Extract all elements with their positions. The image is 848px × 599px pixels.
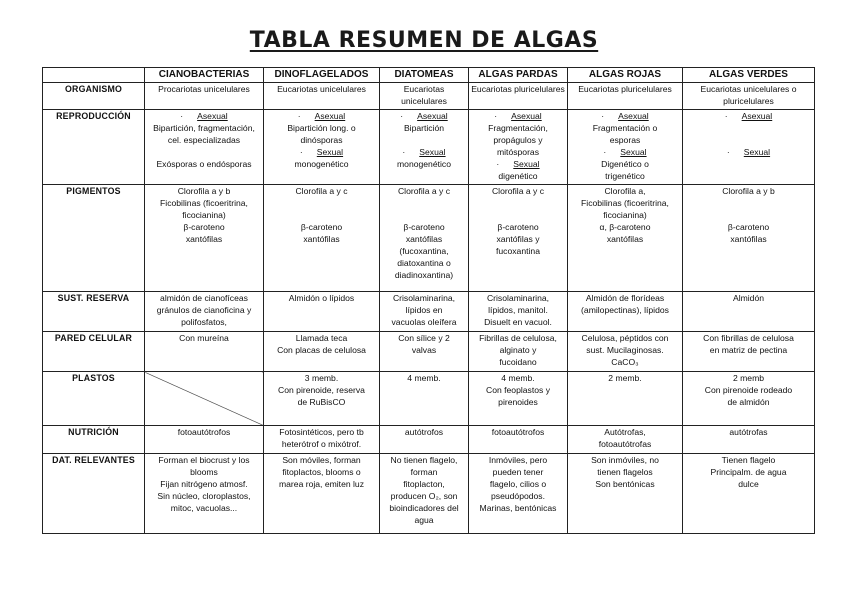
text-line: fucoidano <box>499 357 537 368</box>
text-line: β-caroteno <box>183 222 225 233</box>
text-line: Bipartición, fragmentación, <box>153 123 255 134</box>
text-line: Tienen flagelo <box>721 455 776 465</box>
row-organismo <box>43 83 815 110</box>
text-line: Clorofila a y c <box>397 186 451 196</box>
text-line: vacuolas oleífera <box>391 317 457 328</box>
cell-organismo-diato: Eucariotas unicelulares <box>380 83 469 110</box>
text-line: CaCO₃ <box>611 357 639 368</box>
text-line: esporas <box>609 135 641 146</box>
text-line: dinósporas <box>300 135 343 146</box>
row-plastos <box>43 372 815 426</box>
corner-header <box>43 68 145 83</box>
text-line: Fijan nitrógeno atmosf. <box>160 479 248 490</box>
text-line: dulce <box>738 479 759 490</box>
text-line: (amilopectinas), lípidos <box>581 305 669 316</box>
col-header-dinoflagelados: DINOFLAGELADOS <box>264 68 380 83</box>
col-header-algas-pardas: ALGAS PARDAS <box>469 68 568 83</box>
cell-plastos-pardas <box>469 372 568 426</box>
text-line: Marinas, bentónicas <box>479 503 557 514</box>
text-line: diatoxantina o <box>397 258 451 269</box>
text-line: Con fibrillas de celulosa <box>703 333 794 343</box>
text-line: Almidón de florídeas <box>585 293 665 303</box>
cell-nutricion-diato <box>380 426 469 454</box>
text-line: forman <box>410 467 438 478</box>
text-line: Clorofila a, <box>604 186 646 196</box>
text-line: 4 memb. <box>407 373 441 383</box>
cell-reproduccion-verdes <box>683 110 815 185</box>
asexual-label: Asexual <box>417 111 448 121</box>
row-pared <box>43 332 815 372</box>
text-line: 3 memb. <box>304 373 339 383</box>
text-line: mitósporas <box>496 147 540 158</box>
text-line: lípidos en <box>405 305 443 316</box>
text-line: 4 memb. <box>501 373 535 383</box>
cell-plastos-ciano-empty <box>145 372 264 426</box>
text-line: Sin núcleo, cloroplastos, <box>157 491 251 502</box>
text-line: xantófilas <box>185 234 223 245</box>
text-line: Con pirenoide, reserva <box>278 385 365 396</box>
text-line: xantófilas y <box>496 234 540 245</box>
row-label-plastos: PLASTOS <box>43 372 145 426</box>
text-line: alginato y <box>499 345 537 356</box>
text-line: Almidón <box>732 293 765 303</box>
text-line: Con placas de celulosa <box>277 345 366 356</box>
page-title: TABLA RESUMEN DE ALGAS <box>249 28 599 53</box>
text-line: ficocianina) <box>603 210 647 221</box>
text-line: (fucoxantina, <box>399 246 449 257</box>
cell-pared-pardas <box>469 332 568 372</box>
text-line: fotoautótrofos <box>177 427 231 437</box>
asexual-label: Asexual <box>741 111 773 121</box>
text-line: fitoplacton, <box>403 479 445 490</box>
text-line: Llamada teca <box>295 333 348 343</box>
cell-relevantes-rojas <box>568 454 683 534</box>
text-line: Fragmentación o <box>592 123 658 134</box>
text-line: No tienen flagelo, <box>390 455 458 465</box>
text-line: Digenético o <box>601 159 649 170</box>
cell-nutricion-rojas <box>568 426 683 454</box>
row-relevantes <box>43 454 815 534</box>
cell-reserva-verdes <box>683 292 815 332</box>
text-line: heterótrof o mixótrof. <box>281 439 362 450</box>
cell-pigmentos-pardas <box>469 185 568 292</box>
row-label-nutricion: NUTRICIÓN <box>43 426 145 454</box>
text-line: Son móviles, forman <box>282 455 361 465</box>
text-line: monogenético <box>294 159 349 170</box>
text-line: autótrofas <box>729 427 768 437</box>
text-line: autótrofos <box>404 427 444 437</box>
cell-reserva-ciano <box>145 292 264 332</box>
text-line: Bipartición long. o <box>287 123 356 134</box>
row-reserva <box>43 292 815 332</box>
cell-reproduccion-ciano <box>145 110 264 185</box>
text-line: Fragmentación, <box>488 123 548 134</box>
text-line: β-caroteno <box>403 222 445 233</box>
cell-pared-ciano <box>145 332 264 372</box>
cell-nutricion-verdes <box>683 426 815 454</box>
text-line: digenético <box>498 171 538 182</box>
text-line: diadinoxantina) <box>394 270 454 281</box>
text-line: gránulos de cianoficina y <box>156 305 252 316</box>
row-reproduccion <box>43 110 815 185</box>
text-line: agua <box>414 515 434 526</box>
cell-reproduccion-dino <box>264 110 380 185</box>
text-line: Disuelt en vacuol. <box>484 317 552 328</box>
cell-relevantes-verdes <box>683 454 815 534</box>
row-label-reproduccion: REPRODUCCIÓN <box>43 110 145 185</box>
text-line: polifosfatos, <box>181 317 227 328</box>
text-line: sust. Mucilaginosas. <box>586 345 664 356</box>
col-header-cianobacterias: CIANOBACTERIAS <box>145 68 264 83</box>
cell-pigmentos-dino <box>264 185 380 292</box>
cell-nutricion-pardas <box>469 426 568 454</box>
text-line: fitoplactos, blooms o <box>282 467 361 478</box>
cell-reproduccion-pardas <box>469 110 568 185</box>
row-label-reserva: SUST. RESERVA <box>43 292 145 332</box>
text-line: α, β-caroteno <box>599 222 651 233</box>
asexual-label: Asexual <box>314 111 346 121</box>
row-nutricion <box>43 426 815 454</box>
header-row <box>43 68 815 83</box>
algae-summary-table <box>42 67 815 534</box>
row-label-pigmentos: PIGMENTOS <box>43 185 145 292</box>
text-line: cel. especializadas <box>167 135 241 146</box>
text-line: 2 memb. <box>608 373 642 383</box>
cell-reserva-diato <box>380 292 469 332</box>
text-line: xantófilas <box>303 234 340 245</box>
cell-organismo-rojas: Eucariotas pluricelulares <box>568 83 683 110</box>
text-line: pueden tener <box>492 467 544 478</box>
text-line: lípidos, manitol. <box>488 305 548 316</box>
text-line: β-caroteno <box>727 222 770 233</box>
text-line: mitoc, vacuolas... <box>170 503 238 514</box>
row-label-relevantes: DAT. RELEVANTES <box>43 454 145 534</box>
sexual-label: Sexual <box>316 147 344 158</box>
col-header-algas-verdes: ALGAS VERDES <box>683 68 815 83</box>
text-line: Fibrillas de celulosa, <box>479 333 557 343</box>
text-line: Con sílice y 2 <box>398 333 450 343</box>
cell-relevantes-ciano <box>145 454 264 534</box>
text-line: β-caroteno <box>497 222 539 233</box>
asexual-label: Asexual <box>618 111 649 121</box>
text-line: Forman el biocrust y los <box>158 455 250 465</box>
text-line: Con pirenoide rodeado <box>704 385 793 396</box>
sexual-label: Sexual <box>743 147 771 158</box>
text-line: xantófilas <box>405 234 443 245</box>
cell-plastos-rojas <box>568 372 683 426</box>
text-line: Autótrofas, <box>604 427 646 437</box>
asexual-label: Asexual <box>197 111 228 121</box>
cell-organismo-pardas: Eucariotas pluricelulares <box>469 83 568 110</box>
text-line: Principalm. de agua <box>710 467 787 478</box>
text-line: Exósporas o endósporas <box>156 159 252 170</box>
text-line: trigenético <box>605 171 645 182</box>
cell-pigmentos-rojas <box>568 185 683 292</box>
cell-reserva-rojas <box>568 292 683 332</box>
col-header-diatomeas: DIATOMEAS <box>380 68 469 83</box>
cell-organismo-verdes: Eucariotas unicelulares o pluricelulares <box>683 83 815 110</box>
text-line: propágulos y <box>493 135 543 146</box>
col-header-algas-rojas: ALGAS ROJAS <box>568 68 683 83</box>
text-line: Fotosintéticos, pero tb <box>279 427 364 437</box>
cell-plastos-diato <box>380 372 469 426</box>
text-line: Son inmóviles, no <box>591 455 659 465</box>
cell-organismo-dino: Eucariotas unicelulares <box>264 83 380 110</box>
text-line: blooms <box>190 467 218 478</box>
text-line: Ficobilinas (ficoeritrina, <box>160 198 248 209</box>
cell-plastos-dino <box>264 372 380 426</box>
text-line: en matriz de pectina <box>709 345 788 356</box>
text-line: Son bentónicas <box>595 479 655 490</box>
cell-pigmentos-diato <box>380 185 469 292</box>
text-line: almidón de cianofíceas <box>160 293 248 303</box>
text-line: flagelo, cilios o <box>489 479 547 490</box>
text-line: pirenoides <box>498 397 538 408</box>
text-line: Almidón o lípidos <box>288 293 355 303</box>
cell-relevantes-dino <box>264 454 380 534</box>
sexual-label: Sexual <box>419 147 446 158</box>
cell-pared-rojas <box>568 332 683 372</box>
row-pigmentos <box>43 185 815 292</box>
text-line: fotoautótrofas <box>598 439 652 450</box>
text-line: fotoautótrofos <box>491 427 545 437</box>
text-line: Bipartición <box>403 123 445 134</box>
text-line: Con feoplastos y <box>485 385 550 396</box>
row-label-pared: PARED CELULAR <box>43 332 145 372</box>
text-line: pseudópodos. <box>491 491 545 502</box>
sexual-label: Sexual <box>620 147 647 158</box>
text-line: xantófilas <box>730 234 767 245</box>
text-line: tienen flagelos <box>597 467 653 478</box>
text-line: fucoxantina <box>496 246 540 257</box>
cell-reserva-pardas <box>469 292 568 332</box>
text-line: marea roja, emiten luz <box>278 479 365 490</box>
text-line: Clorofila a y c <box>295 186 348 196</box>
cell-plastos-verdes <box>683 372 815 426</box>
cell-nutricion-ciano <box>145 426 264 454</box>
text-line: Crisolaminarina, <box>486 293 550 303</box>
text-line: Clorofila a y c <box>491 186 545 196</box>
cell-pigmentos-ciano <box>145 185 264 292</box>
text-line: Clorofila a y b <box>722 186 775 196</box>
text-line: xantófilas <box>606 234 644 245</box>
cell-relevantes-diato <box>380 454 469 534</box>
sexual-label: Sexual <box>513 159 540 170</box>
asexual-label: Asexual <box>511 111 542 121</box>
row-label-organismo: ORGANISMO <box>43 83 145 110</box>
cell-pared-diato <box>380 332 469 372</box>
text-line: Inmóviles, pero <box>488 455 548 465</box>
text-line: β-caroteno <box>300 222 343 233</box>
text-line: valvas <box>411 345 437 356</box>
text-line: ficocianina) <box>182 210 226 221</box>
cell-organismo-ciano: Procariotas unicelulares <box>145 83 264 110</box>
text-line: Clorofila a y b <box>177 186 231 196</box>
cell-reproduccion-rojas <box>568 110 683 185</box>
text-line: de RuBisCO <box>297 397 346 408</box>
text-line: monogenético <box>397 159 451 170</box>
text-line: Con mureína <box>179 333 229 343</box>
text-line: Celulosa, péptidos con <box>581 333 669 343</box>
cell-nutricion-dino <box>264 426 380 454</box>
text-line: de almidón <box>727 397 770 408</box>
cell-pared-verdes <box>683 332 815 372</box>
text-line: producen O₂, son <box>390 491 458 502</box>
text-line: 2 memb <box>732 373 765 383</box>
cell-relevantes-pardas <box>469 454 568 534</box>
text-line: Crisolaminarina, <box>392 293 456 303</box>
cell-reserva-dino <box>264 292 380 332</box>
cell-pigmentos-verdes <box>683 185 815 292</box>
text-line: Ficobilinas (ficoeritrina, <box>581 198 669 209</box>
text-line: bioindicadores del <box>389 503 459 514</box>
cell-pared-dino <box>264 332 380 372</box>
cell-reproduccion-diato <box>380 110 469 185</box>
